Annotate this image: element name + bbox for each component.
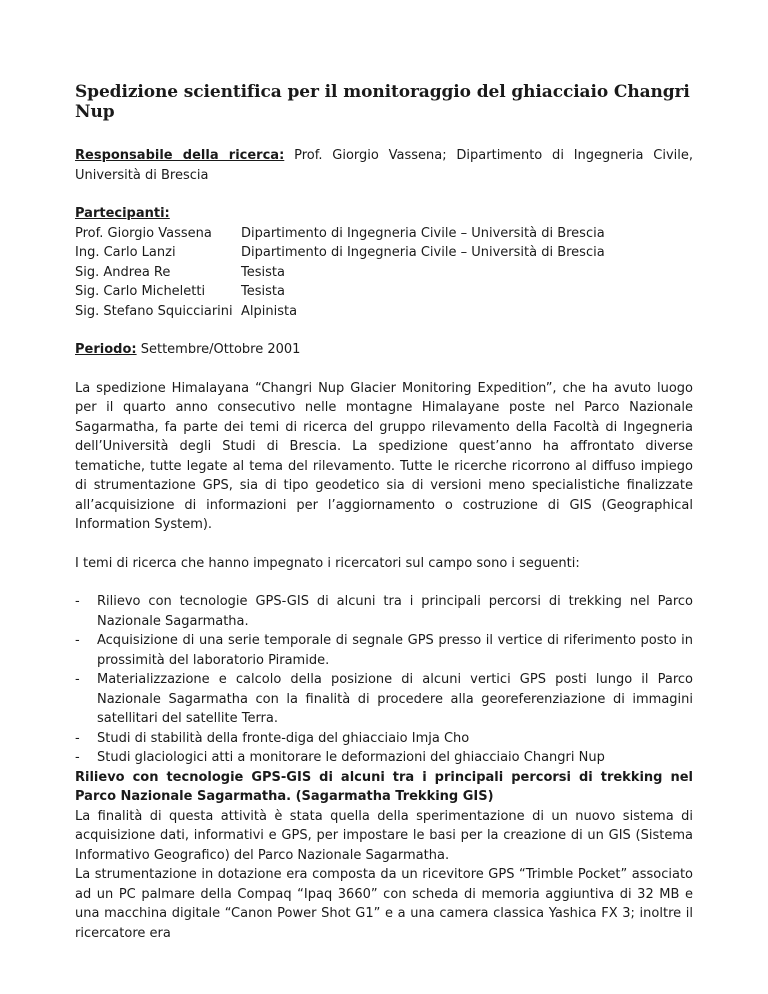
participant-name: Sig. Andrea Re — [75, 264, 171, 280]
topic-text: Rilievo con tecnologie GPS-GIS di alcuni tra i principali percorsi di trekking nel Parco Nazionale Sagarmatha. — [97, 594, 693, 629]
participant-row — [75, 243, 693, 263]
periodo-value: Settembre/Ottobre 2001 — [136, 342, 301, 357]
list-item — [75, 592, 693, 631]
list-item — [75, 670, 693, 729]
partecipanti-label: Partecipanti: — [75, 206, 170, 221]
section-heading: Rilievo con tecnologie GPS-GIS di alcuni tra i principali percorsi di trekking nel Parco Nazionale Sagarmatha. (Sagarmatha Trekking GIS) — [75, 769, 693, 804]
section-trekking-gis — [75, 768, 693, 944]
participant-role: Dipartimento di Ingegneria Civile – Università di Brescia — [241, 225, 605, 241]
dash-bullet: - — [75, 672, 80, 687]
section-paragraph: La finalità di questa attività è stata quella della sperimentazione di un nuovo sistema di acquisizione dati, informativi e GPS, per impostare le basi per la creazione di un GIS (Sistema Informativo Geografico) del Parco Nazionale Sagarmatha. — [75, 808, 693, 863]
list-item — [75, 631, 693, 670]
participant-row — [75, 302, 693, 322]
dash-bullet: - — [75, 633, 80, 648]
participant-name: Sig. Carlo Micheletti — [75, 284, 206, 299]
participant-name: Prof. Giorgio Vassena — [75, 225, 212, 241]
responsabile-label: Responsabile della ricerca: — [75, 148, 285, 163]
participant-name: Ing. Carlo Lanzi — [75, 245, 176, 260]
document-page — [75, 82, 693, 943]
participant-row — [75, 263, 693, 283]
topic-text: Materializzazione e calcolo della posizione di alcuni vertici GPS posti lungo il Parco Nazionale Sagarmatha con la finalità di procedere alla georeferenziazione di immagini satellitari del satellite Terra. — [97, 672, 693, 726]
participant-row — [75, 224, 693, 244]
participant-name: Sig. Stefano Squicciarini — [75, 303, 233, 319]
list-item — [75, 748, 693, 768]
topics-list — [75, 592, 693, 768]
participant-role: Tesista — [241, 264, 285, 280]
topic-text: Acquisizione di una serie temporale di segnale GPS presso il vertice di riferimento posto in prossimità del laboratorio Piramide. — [97, 633, 693, 668]
periodo-label: Periodo: — [75, 342, 137, 357]
list-item — [75, 729, 693, 749]
dash-bullet: - — [75, 730, 80, 746]
document-title: Spedizione scientifica per il monitoraggio del ghiacciaio Changri Nup — [75, 82, 690, 122]
topics-intro: I temi di ricerca che hanno impegnato i ricercatori sul campo sono i seguenti: — [75, 555, 580, 571]
topic-text: Studi di stabilità della fronte-diga del ghiacciaio Imja Cho — [97, 730, 470, 746]
partecipanti-section — [75, 204, 693, 321]
topic-text: Studi glaciologici atti a monitorare le deformazioni del ghiacciaio Changri Nup — [97, 750, 605, 765]
responsabile-paragraph — [75, 146, 693, 185]
dash-bullet: - — [75, 750, 80, 765]
periodo-paragraph — [75, 340, 693, 360]
dash-bullet: - — [75, 594, 80, 609]
section-paragraph: La strumentazione in dotazione era composta da un ricevitore GPS “Trimble Pocket” associato ad un PC palmare della Compaq “Ipaq 3660” con scheda di memoria aggiuntiva di 32 MB e una macchina digitale “Canon Power Shot G1” e a una camera classica Yashica FX 3; inoltre il ricercatore era — [75, 867, 693, 941]
responsabile-value: Prof. Giorgio Vassena; Dipartimento di Ingegneria Civile, Università di Brescia — [75, 148, 693, 183]
participant-role: Tesista — [241, 284, 285, 299]
participant-role: Alpinista — [241, 303, 298, 319]
intro-paragraph: La spedizione Himalayana “Changri Nup Glacier Monitoring Expedition”, che ha avuto luogo per il quarto anno consecutivo nelle montagne Himalayane poste nel Parco Nazionale Sagarmatha, fa parte dei temi di ricerca del gruppo rilevamento della Facoltà di Ingegneria dell’Università degli Studi di Brescia. La spedizione quest’anno ha affrontato diverse tematiche, tutte legate al tema del rilevamento. Tutte le ricerche ricorrono al diffuso impiego di strumentazione GPS, sia di tipo geodetico sia di versioni meno specialistiche finalizzate all’acquisizione di informazioni per l’aggiornamento o costruzione di GIS (Geographical Information System). — [75, 380, 693, 532]
participant-role: Dipartimento di Ingegneria Civile – Università di Brescia — [241, 245, 605, 260]
participant-row — [75, 282, 693, 302]
